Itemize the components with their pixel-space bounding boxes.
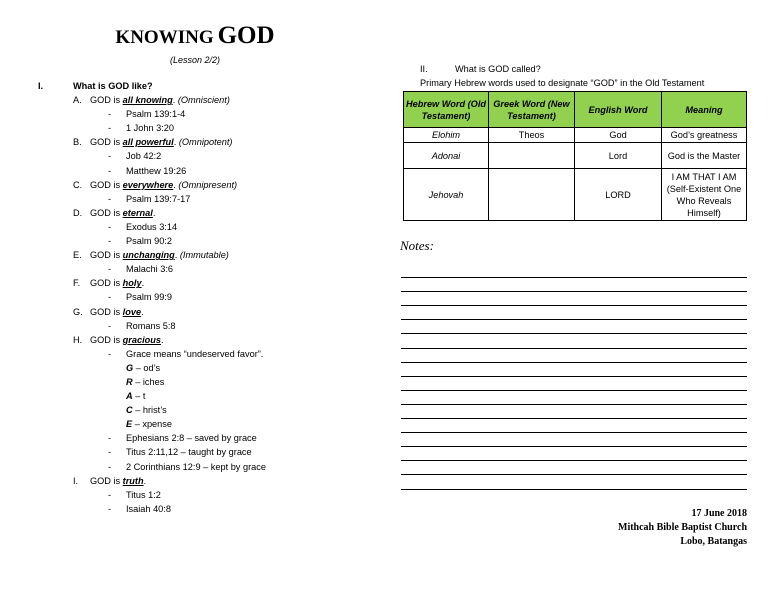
attribute-suffix: . [141,306,144,317]
footer-location: Lobo, Batangas [680,536,747,547]
reference-row [38,319,368,333]
reference-row [38,164,368,178]
attribute-row [38,178,368,192]
attribute-text [90,305,144,319]
attribute-letter: C. [73,179,83,190]
table-cell-hebrew: Jehovah [404,169,489,221]
notes-line [401,405,747,419]
attribute-prefix: GOD is [90,334,123,345]
attribute-letter: H. [73,334,83,345]
grace-acrostic-line [126,361,160,375]
dash-bullet: - [108,433,112,444]
attribute-name: holy [122,278,142,289]
attribute-suffix: . [143,475,147,486]
attribute-text [90,206,155,220]
section-2-description: Primary Hebrew words used to designate “GOD” in the Old Testament [420,78,705,88]
dash-bullet: - [108,123,112,134]
attribute-suffix: . [174,250,178,261]
acrostic-letter: R [126,376,133,387]
acrostic-rest: – xpense [132,419,172,430]
acrostic-row [38,417,368,431]
title-main: GOD [217,22,275,49]
attribute-suffix: . [173,137,177,148]
section-2-heading-line [400,62,750,76]
notes-line [401,334,747,348]
reference-row [38,290,368,304]
acrostic-row [38,403,368,417]
title-prefix: KNOWING [115,27,214,48]
page-title [100,20,290,55]
notes-line [401,433,747,447]
scripture-reference: Psalm 139:1-4 [126,109,186,120]
dash-bullet: - [108,489,112,500]
attribute-suffix: . [173,179,176,190]
attribute-letter: F. [73,278,81,289]
attribute-suffix: . [141,278,145,289]
notes-label: Notes: [400,238,434,253]
scripture-reference: Job 42:2 [126,151,162,162]
dash-bullet: - [108,151,112,162]
grace-acrostic-line [126,403,167,417]
attribute-text [90,333,164,347]
table-cell-hebrew: Elohim [404,128,489,143]
scripture-reference: 2 Corinthians 12:9 – kept by grace [126,461,266,472]
notes-line [401,363,747,377]
table-header-row [404,92,747,128]
dash-bullet: - [108,109,112,120]
attribute-letter: I. [73,475,79,486]
acrostic-rest: – iches [132,376,165,387]
attribute-text [90,474,146,488]
attribute-name: gracious [122,334,161,345]
acrostic-letter: C [126,405,133,416]
notes-line [401,475,747,489]
attribute-row [38,206,368,220]
scripture-reference: Romans 5:8 [126,320,176,331]
reference-row [38,149,368,163]
table-header-english: English Word [575,92,662,128]
dash-bullet: - [108,503,112,514]
attribute-suffix: . [152,207,156,218]
attribute-suffix: . [172,95,176,106]
scripture-reference: Ephesians 2:8 – saved by grace [126,433,257,444]
attribute-note: (Omniscient) [175,95,230,106]
notes-line [401,377,747,391]
attribute-row [38,93,368,107]
attribute-letter: E. [73,250,82,261]
table-cell-greek [489,169,575,221]
table-row [404,128,747,143]
table-cell-meaning: I AM THAT I AM (Self-Existent One Who Reveals Himself) [662,169,747,221]
footer-church: Mithcah Bible Baptist Church [618,522,747,533]
attribute-prefix: GOD is [90,95,123,106]
notes-line [401,320,747,334]
acrostic-letter: E [126,419,133,430]
attribute-row [38,135,368,149]
reference-row [38,234,368,248]
attribute-prefix: GOD is [90,179,123,190]
attribute-text [90,248,229,262]
footer-date: 17 June 2018 [691,508,747,519]
section-2-heading: What is GOD called? [455,64,541,74]
dash-bullet: - [108,236,112,247]
dash-bullet: - [108,461,112,472]
table-cell-hebrew: Adonai [404,143,489,169]
section-2 [400,62,750,90]
attribute-row [38,248,368,262]
section-1-heading: What is GOD like? [73,81,153,91]
notes-line [401,306,747,320]
notes-line [401,264,747,278]
acrostic-row [38,389,368,403]
attribute-letter: G. [73,306,83,317]
attribute-name: all powerful [122,137,174,148]
acrostic-letter: A [126,391,133,402]
dash-bullet: - [108,193,112,204]
attribute-letter: B. [73,137,82,148]
acrostic-rest: – t [132,391,146,402]
dash-bullet: - [108,320,112,331]
reference-row [38,107,368,121]
acrostic-row [38,375,368,389]
table-row [404,143,747,169]
dash-bullet: - [108,447,112,458]
notes-line [401,461,747,475]
acrostic-letter: G [126,362,134,373]
section-2-numeral: II. [420,64,428,74]
attribute-name: love [122,306,142,317]
dash-bullet: - [108,292,112,303]
scripture-reference: Psalm 139:7-17 [126,193,191,204]
attribute-row [38,276,368,290]
attribute-prefix: GOD is [90,306,123,317]
table-header-greek: Greek Word (New Testament) [489,92,575,128]
reference-row [38,460,368,474]
attribute-note: (Immutable) [177,250,229,261]
attribute-suffix: . [160,334,164,345]
attribute-note: (Omnipotent) [176,137,233,148]
attribute-prefix: GOD is [90,250,123,261]
names-of-god-table [403,91,747,221]
attribute-letter: D. [73,207,83,218]
attribute-text [90,178,237,192]
attribute-note: (Omnipresent) [175,179,238,190]
notes-lines [401,264,747,490]
outline-section-1 [38,79,368,516]
attribute-text [90,135,232,149]
notes-line [401,292,747,306]
attribute-text [90,93,230,107]
scripture-reference: Psalm 99:9 [126,292,172,303]
table-cell-meaning: God’s greatness [662,128,747,143]
table-cell-meaning: God is the Master [662,143,747,169]
scripture-reference: Psalm 90:2 [126,236,172,247]
attribute-row [38,333,368,347]
page-subtitle: (Lesson 2/2) [169,55,221,65]
attribute-name: eternal [122,207,153,218]
attribute-prefix: GOD is [90,278,123,289]
table-cell-greek [489,143,575,169]
notes-line [401,349,747,363]
table-header-meaning: Meaning [662,92,747,128]
reference-row [38,262,368,276]
dash-bullet: - [108,165,112,176]
dash-bullet: - [108,348,112,359]
table-cell-english: LORD [575,169,662,221]
scripture-reference: Titus 1:2 [126,489,161,500]
scripture-reference: Titus 2:11,12 – taught by grace [126,447,252,458]
attribute-name: truth [122,475,144,486]
scripture-reference: Isaiah 40:8 [126,503,171,514]
grace-acrostic-line [126,389,145,403]
attribute-row [38,305,368,319]
acrostic-rest: – od’s [133,362,161,373]
attribute-prefix: GOD is [90,475,123,486]
attribute-name: unchanging [122,250,175,261]
table-row [404,169,747,221]
reference-row [38,121,368,135]
table-cell-english: Lord [575,143,662,169]
reference-row [38,220,368,234]
scripture-reference: Malachi 3:6 [126,264,173,275]
reference-row [38,431,368,445]
reference-row [38,488,368,502]
grace-acrostic-line [126,375,164,389]
reference-row [38,445,368,459]
table-cell-greek: Theos [489,128,575,143]
section-1-numeral: I. [38,81,44,91]
reference-row [38,347,368,361]
attribute-row [38,474,368,488]
title-block [100,20,290,65]
table-header-hebrew: Hebrew Word (Old Testament) [404,92,489,128]
notes-line [401,391,747,405]
acrostic-row [38,361,368,375]
section-1-heading-row [38,79,368,93]
grace-definition: Grace means “undeserved favor”. [126,348,264,359]
reference-row [38,502,368,516]
reference-row [38,192,368,206]
attribute-prefix: GOD is [90,137,123,148]
attribute-name: all knowing [122,95,173,106]
footer [618,507,747,549]
attribute-letter: A. [73,95,82,106]
scripture-reference: Matthew 19:26 [126,165,187,176]
notes-line [401,419,747,433]
table-cell-english: God [575,128,662,143]
grace-acrostic-line [126,417,172,431]
attribute-text [90,276,144,290]
dash-bullet: - [108,221,112,232]
attribute-prefix: GOD is [90,207,123,218]
notes-line [401,278,747,292]
notes-line [401,447,747,461]
scripture-reference: 1 John 3:20 [126,123,175,134]
acrostic-rest: – hrist’s [132,405,167,416]
scripture-reference: Exodus 3:14 [126,221,178,232]
attribute-name: everywhere [122,179,174,190]
dash-bullet: - [108,264,112,275]
